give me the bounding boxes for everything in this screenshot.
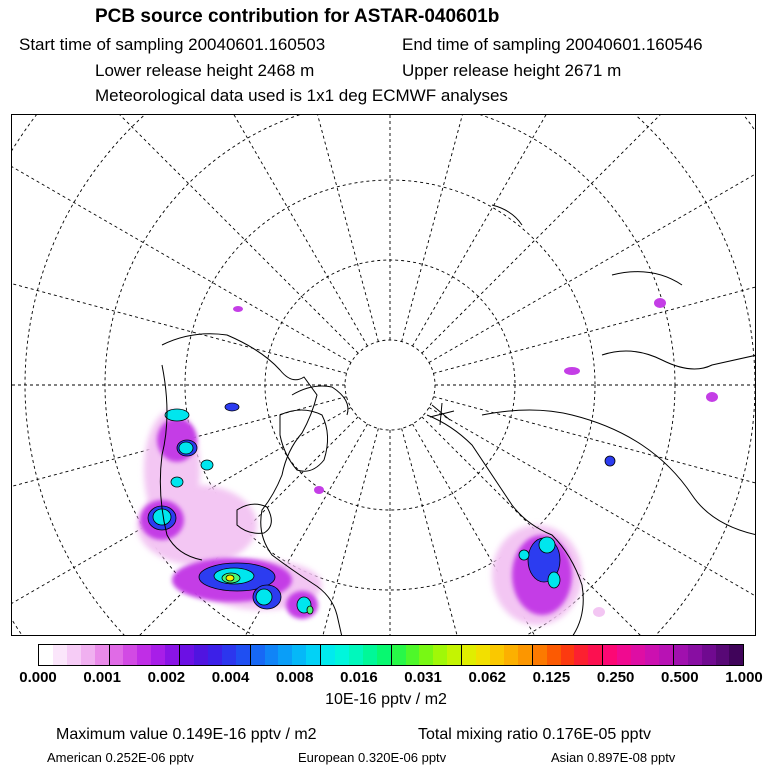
end-time-text: End time of sampling 20040601.160546 <box>402 35 703 54</box>
colorbar-segment <box>278 645 292 665</box>
colorbar-tick-label: 0.250 <box>596 669 635 686</box>
colorbar-segment <box>391 645 406 665</box>
colorbar-segment <box>433 645 447 665</box>
colorbar-tick-label: 0.125 <box>532 669 571 686</box>
colorbar-segment <box>602 645 617 665</box>
colorbar-tick-label: 0.000 <box>19 669 57 686</box>
colorbar-segment <box>265 645 279 665</box>
colorbar-segment <box>419 645 433 665</box>
colorbar-segment <box>179 645 194 665</box>
plume-yellow <box>226 575 234 581</box>
meridian-line <box>413 424 757 636</box>
colorbar-tick-label: 1.000 <box>725 669 763 686</box>
plume-low <box>593 607 605 617</box>
colorbar-segment <box>67 645 81 665</box>
meridian-line <box>433 152 756 373</box>
colorbar-segment <box>349 645 363 665</box>
colorbar-tick-label: 0.008 <box>275 669 314 686</box>
colorbar-segment <box>363 645 377 665</box>
colorbar-segment <box>250 645 265 665</box>
meridian-line <box>422 115 756 353</box>
colorbar-segment <box>729 645 743 665</box>
colorbar-unit-label: 10E-16 pptv / m2 <box>325 691 447 708</box>
colorbar-segment <box>561 645 575 665</box>
colorbar-tick-label: 0.031 <box>404 669 442 686</box>
colorbar-segment <box>532 645 547 665</box>
colorbar-segment <box>702 645 716 665</box>
plume-cyan <box>519 550 529 560</box>
plume-mid <box>233 306 243 312</box>
plume-blue <box>225 403 239 411</box>
plume-cyan <box>539 537 555 553</box>
plume-asia <box>492 298 718 625</box>
american-contribution-text: American 0.252E-06 pptv <box>47 750 194 765</box>
european-contribution-text: European 0.320E-06 pptv <box>298 750 447 765</box>
colorbar-segment <box>476 645 490 665</box>
plot-title: PCB source contribution for ASTAR-040601b <box>95 6 500 27</box>
plume-cyan <box>165 409 189 421</box>
plume-mid <box>654 298 666 308</box>
asian-contribution-text: Asian 0.897E-08 pptv <box>551 750 676 765</box>
lower-release-height-text: Lower release height 2468 m <box>95 61 315 80</box>
colorbar-segment <box>236 645 250 665</box>
meridian-line <box>422 417 756 636</box>
plume-cyan <box>256 589 272 605</box>
plume-cyan <box>548 572 560 588</box>
plume-mid <box>564 367 580 375</box>
start-time-text: Start time of sampling 20040601.160503 <box>19 35 326 54</box>
colorbar-segment <box>165 645 179 665</box>
meridian-line <box>12 115 351 363</box>
colorbar-segment <box>95 645 109 665</box>
meridian-line <box>413 115 757 346</box>
meridian-line <box>429 115 756 363</box>
colorbar-segment <box>490 645 504 665</box>
colorbar-segment <box>673 645 688 665</box>
colorbar-segment <box>631 645 645 665</box>
colorbar <box>38 644 744 666</box>
colorbar-segment <box>39 645 53 665</box>
colorbar-segment <box>588 645 602 665</box>
colorbar-tick-label: 0.004 <box>211 669 250 686</box>
meridian-line <box>433 397 756 618</box>
plume-cyan <box>179 442 193 454</box>
colorbar-segment <box>645 645 659 665</box>
meridian-line <box>12 115 358 353</box>
meridian-line <box>429 408 756 637</box>
plume-cyan <box>171 477 183 487</box>
colorbar-segment <box>659 645 673 665</box>
colorbar-tick-label: 0.062 <box>468 669 507 686</box>
colorbar-segment <box>208 645 222 665</box>
colorbar-tick-label: 0.002 <box>147 669 186 686</box>
colorbar-segment <box>194 645 208 665</box>
colorbar-segment <box>151 645 165 665</box>
colorbar-segment <box>461 645 476 665</box>
colorbar-segment <box>123 645 137 665</box>
colorbar-segment <box>617 645 631 665</box>
colorbar-segment <box>335 645 349 665</box>
polar-map-panel <box>11 114 756 636</box>
polar-map <box>12 115 756 636</box>
colorbar-segment <box>81 645 95 665</box>
plume-mid <box>314 486 324 494</box>
colorbar-segment <box>688 645 702 665</box>
colorbar-tick-label: 0.500 <box>661 669 699 686</box>
colorbar-segment <box>137 645 151 665</box>
plume-cyan <box>201 460 213 470</box>
colorbar-segment <box>377 645 391 665</box>
colorbar-segment <box>447 645 461 665</box>
colorbar-segment <box>222 645 236 665</box>
max-value-text: Maximum value 0.149E-16 pptv / m2 <box>56 726 317 743</box>
colorbar-segment <box>504 645 518 665</box>
lat-lon-grid <box>12 115 756 636</box>
latitude-circle <box>12 115 756 636</box>
colorbar-segment <box>547 645 561 665</box>
colorbar-segment <box>306 645 320 665</box>
upper-release-height-text: Upper release height 2671 m <box>402 61 622 80</box>
plume-blue <box>605 456 615 466</box>
colorbar-segment <box>109 645 124 665</box>
colorbar-segment <box>292 645 306 665</box>
meridian-line <box>12 115 368 346</box>
colorbar-segment <box>574 645 588 665</box>
plume-green <box>307 606 313 614</box>
colorbar-segment <box>518 645 532 665</box>
colorbar-tick-label: 0.016 <box>340 669 378 686</box>
total-mixing-ratio-text: Total mixing ratio 0.176E-05 pptv <box>418 726 652 743</box>
colorbar-segment <box>716 645 730 665</box>
met-data-text: Meteorological data used is 1x1 deg ECMWF analyses <box>95 86 508 105</box>
colorbar-segment <box>406 645 420 665</box>
meridian-line <box>12 152 347 373</box>
plume-mid <box>706 392 718 402</box>
colorbar-segment <box>320 645 335 665</box>
colorbar-tick-label: 0.001 <box>83 669 121 686</box>
latitude-circle <box>345 340 435 430</box>
colorbar-segment <box>53 645 67 665</box>
